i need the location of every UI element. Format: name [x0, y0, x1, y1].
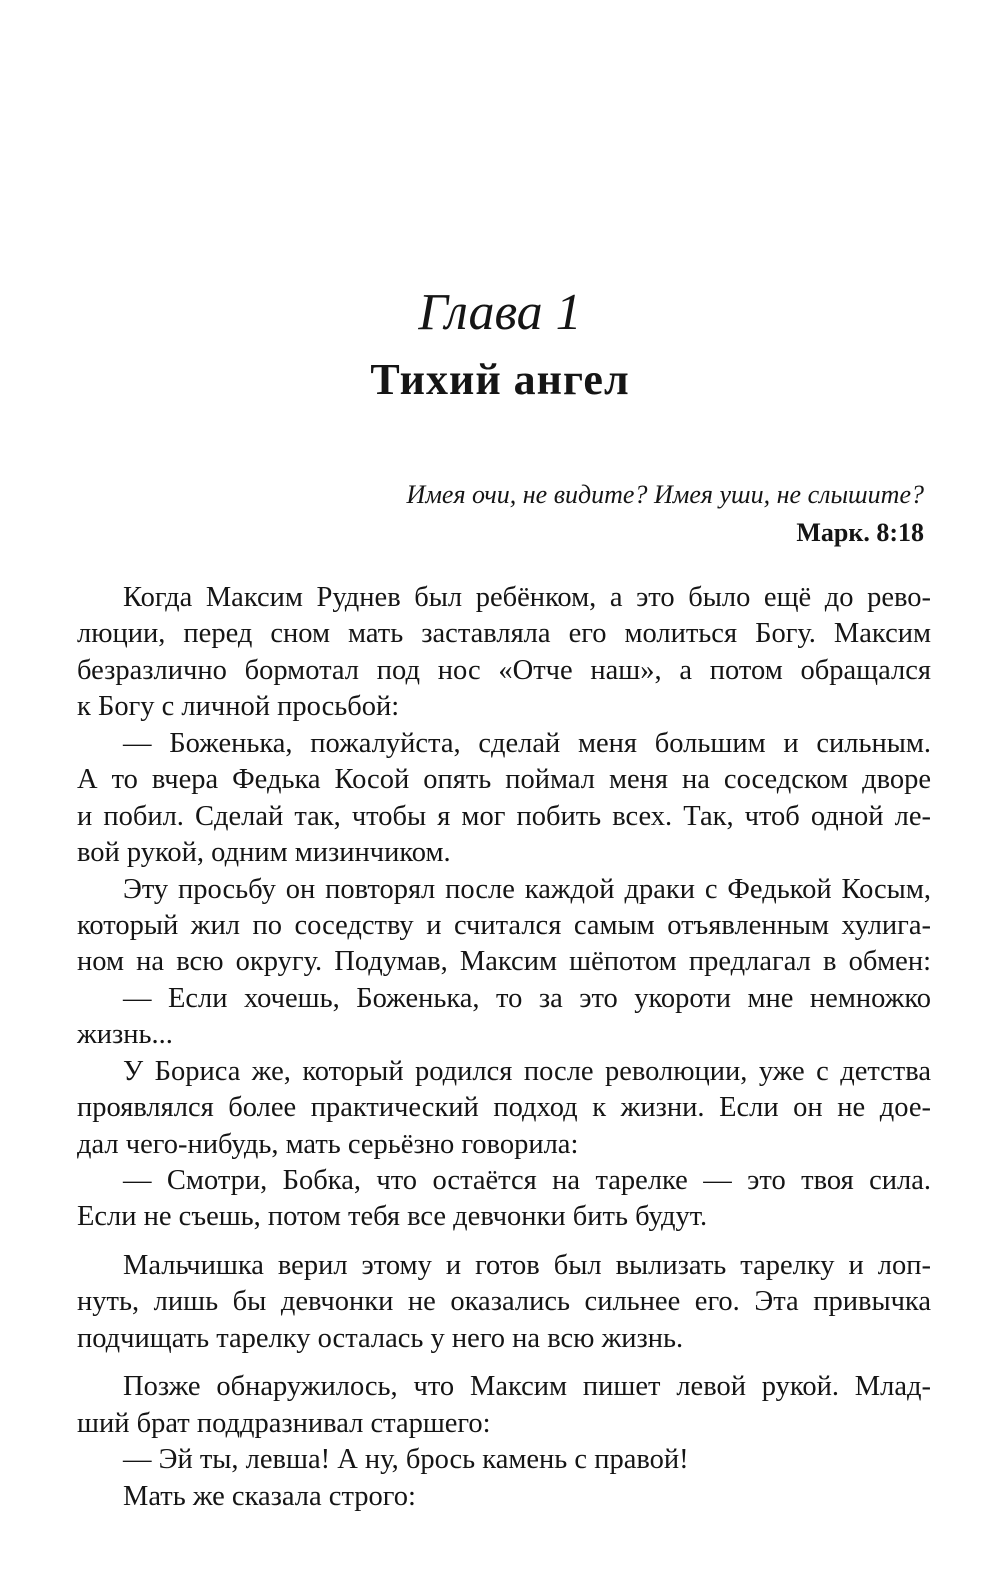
text-line: жизнь... — [77, 1019, 173, 1051]
text-line: Когда Максим Руднев был ребёнком, а это было ещё до рево- — [123, 582, 931, 613]
epigraph-reference: Марк. 8:18 — [796, 518, 924, 547]
text-line: — Если хочешь, Боженька, то за это укороти мне немножко — [123, 982, 931, 1014]
paragraph-gap — [77, 1236, 931, 1248]
text-line: подчищать тарелку осталась у него на всю жизнь. — [77, 1322, 684, 1354]
epigraph — [300, 476, 924, 552]
text-line: люции, перед сном мать заставляла его молиться Богу. Максим — [77, 618, 931, 650]
text-line: ший брат поддразнивал старшего: — [77, 1407, 491, 1439]
text-line: Мать же сказала строго: — [123, 1480, 416, 1512]
text-line: — Смотри, Бобка, что остаётся на тарелке — это твоя сила. — [123, 1165, 931, 1196]
text-line: — Эй ты, левша! А ну, брось камень с правой! — [123, 1444, 689, 1476]
text-line: — Боженька, пожалуйста, сделай меня большим и сильным. — [123, 727, 931, 759]
epigraph-quote: Имея очи, не видите? Имея уши, не слышите? — [406, 480, 924, 509]
text-line: Если не съешь, потом тебя все девчонки бить будут. — [77, 1201, 708, 1233]
chapter-number: Глава 1 — [418, 284, 582, 341]
text-line: У Бориса же, который родился после революции, уже с детства — [123, 1055, 931, 1087]
body-text — [77, 580, 931, 1515]
text-line: вой рукой, одним мизинчиком. — [77, 837, 451, 869]
text-line: А то вчера Федька Косой опять поймал меня на соседском дворе — [77, 764, 931, 796]
text-line: который жил по соседству и считался самым отъявленным хулига- — [77, 909, 931, 941]
text-line: Эту просьбу он повторял после каждой драки с Федькой Косым, — [123, 873, 931, 905]
text-line: ном на всю округу. Подумав, Максим шёпотом предлагал в обмен: — [77, 946, 931, 978]
text-line: безразлично бормотал под нос «Отче наш», а потом обращался — [77, 654, 931, 686]
text-line: Позже обнаружилось, что Максим пишет левой рукой. Млад- — [123, 1371, 931, 1403]
text-line: Мальчишка верил этому и готов был вылизать тарелку и лоп- — [123, 1249, 931, 1281]
text-line: к Богу с личной просьбой: — [77, 691, 400, 723]
paragraph-gap — [77, 1357, 931, 1369]
text-line: дал чего-нибудь, мать серьёзно говорила: — [77, 1128, 579, 1160]
text-line: проявлялся более практический подход к жизни. Если он не дое- — [77, 1092, 931, 1124]
text-line: нуть, лишь бы девчонки не оказались сильнее его. Эта привычка — [77, 1286, 931, 1318]
chapter-title: Тихий ангел — [370, 355, 630, 404]
text-line: и побил. Сделай так, чтобы я мог побить всех. Так, чтоб одной ле- — [77, 800, 931, 832]
